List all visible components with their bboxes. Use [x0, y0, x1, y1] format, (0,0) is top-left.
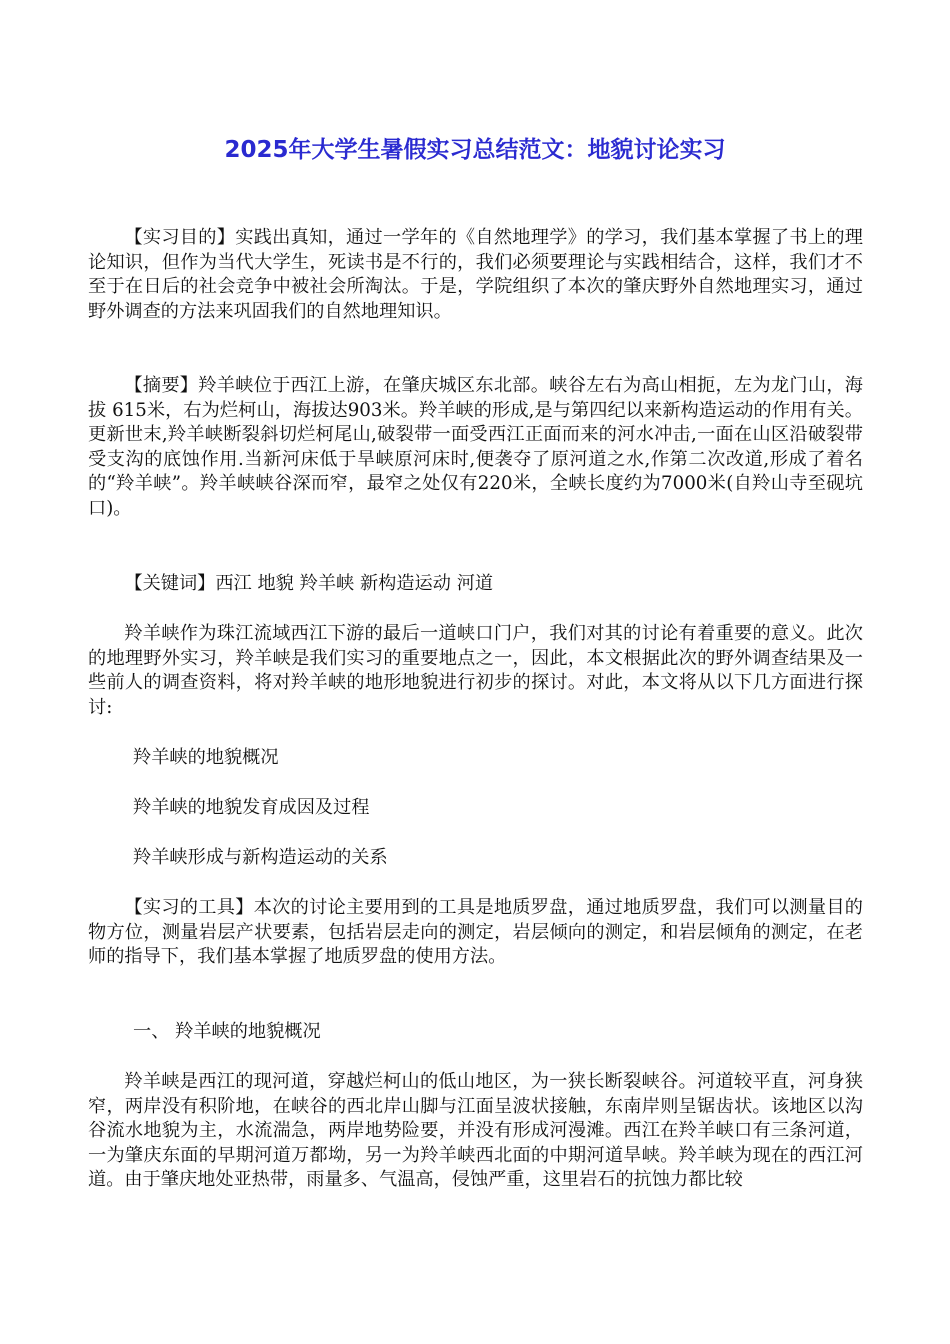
section-heading-1: 一、 羚羊峡的地貌概况: [133, 1021, 321, 1042]
paragraph-overview: 羚羊峡是西江的现河道，穿越烂柯山的低山地区，为一狭长断裂峡谷。河道较平直，河身狭窄，两岸没有积阶地，在峡谷的西北岸山脚与江面呈波状接触，东南岸则呈锯齿状。该地区以沟谷流水地貌为主，水流湍急，两岸地势险要，并没有形成河漫滩。西江在羚羊峡口有三条河道，一为肇庆东面的早期河道万都坳，另一为羚羊峡西北面的中期河道旱峡。羚羊峡为现在的西江河道。由于肇庆地处亚热带，雨量多、气温高，侵蚀严重，这里岩石的抗蚀力都比较: [88, 1071, 863, 1190]
paragraph-abstract: 【摘要】羚羊峡位于西江上游，在肇庆城区东北部。峡谷左右为高山相扼，左为龙门山，海拔 615米，右为烂柯山，海拔达903米。羚羊峡的形成,是与第四纪以来新构造运动的作用有关。更新世末,羚羊峡断裂斜切烂柯尾山,破裂带一面受西江正面而来的河水冲击,一面在山区沿破裂带受支沟的底蚀作用.当新河床低于旱峡原河床时,便袭夺了原河道之水,作第二次改道,形成了着名的“羚羊峡”。羚羊峡峡谷深而窄，最窄之处仅有220米，全峡长度约为7000米(自羚山寺至砚坑口)。: [88, 375, 863, 519]
document-title: 2025年大学生暑假实习总结范文：地貌讨论实习: [224, 137, 726, 163]
paragraph-keywords: 【关键词】西江 地貌 羚羊峡 新构造运动 河道: [124, 573, 494, 594]
paragraph-tools: 【实习的工具】本次的讨论主要用到的工具是地质罗盘，通过地质罗盘，我们可以测量目的物方位，测量岩层产状要素，包括岩层走向的测定，岩层倾向的测定，和岩层倾角的测定，在老师的指导下，我们基本掌握了地质罗盘的使用方法。: [88, 897, 863, 967]
list-item-3: 羚羊峡形成与新构造运动的关系: [133, 847, 388, 868]
list-item-2: 羚羊峡的地貌发育成因及过程: [133, 797, 370, 818]
list-item-1: 羚羊峡的地貌概况: [133, 747, 279, 768]
paragraph-intro: 羚羊峡作为珠江流域西江下游的最后一道峡口门户，我们对其的讨论有着重要的意义。此次的地理野外实习，羚羊峡是我们实习的重要地点之一，因此，本文根据此次的野外调查结果及一些前人的调查资料，将对羚羊峡的地形地貌进行初步的探讨。对此，本文将从以下几方面进行探讨:: [88, 623, 863, 718]
paragraph-purpose: 【实习目的】实践出真知，通过一学年的《自然地理学》的学习，我们基本掌握了书上的理论知识，但作为当代大学生，死读书是不行的，我们必须要理论与实践相结合，这样，我们才不至于在日后的社会竞争中被社会所淘汰。于是，学院组织了本次的肇庆野外自然地理实习，通过野外调查的方法来巩固我们的自然地理知识。: [88, 227, 863, 322]
